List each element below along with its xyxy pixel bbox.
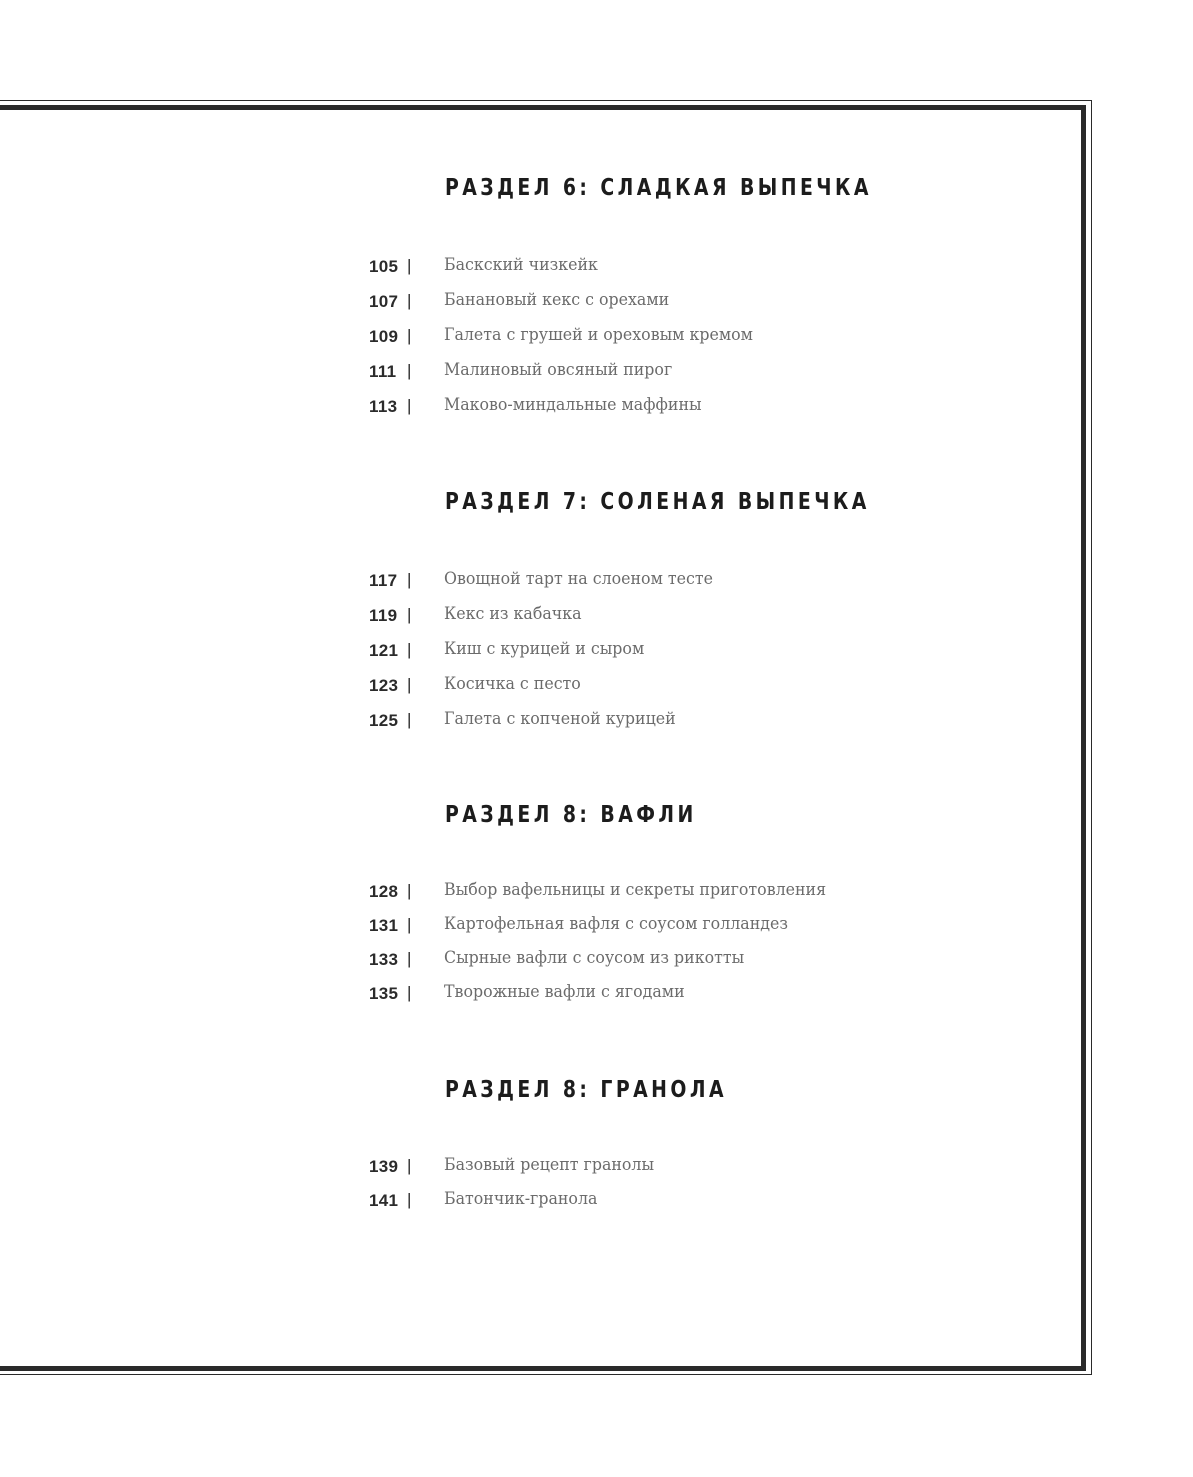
toc-entry[interactable] <box>0 360 1000 386</box>
separator: | <box>407 1190 412 1209</box>
separator: | <box>407 949 412 968</box>
toc-entry[interactable] <box>0 982 1000 1008</box>
section-title: РАЗДЕЛ 6: СЛАДКАЯ ВЫПЕЧКА <box>445 175 872 201</box>
toc-entry[interactable] <box>0 914 1000 940</box>
page-number: 133 <box>369 950 399 969</box>
separator: | <box>407 291 412 310</box>
recipe-title: Малиновый овсяный пирог <box>444 360 673 380</box>
toc-entry[interactable] <box>0 604 1000 630</box>
toc-entry[interactable] <box>0 325 1000 351</box>
recipe-title: Творожные вафли с ягодами <box>444 982 685 1002</box>
toc-entry[interactable] <box>0 639 1000 665</box>
separator: | <box>407 675 412 694</box>
page-number: 119 <box>369 606 398 625</box>
toc-entry[interactable] <box>0 395 1000 421</box>
toc-entry[interactable] <box>0 569 1000 595</box>
separator: | <box>407 256 412 275</box>
section-title: РАЗДЕЛ 8: ГРАНОЛА <box>445 1077 728 1103</box>
recipe-title: Картофельная вафля с соусом голландез <box>444 914 788 934</box>
recipe-title: Маково-миндальные маффины <box>444 395 702 415</box>
recipe-title: Батончик-гранола <box>444 1189 598 1209</box>
toc-entry[interactable] <box>0 1189 1000 1215</box>
page-number: 131 <box>369 916 399 935</box>
recipe-title: Галета с грушей и ореховым кремом <box>444 325 753 345</box>
recipe-title: Киш с курицей и сыром <box>444 639 645 659</box>
toc-entry[interactable] <box>0 255 1000 281</box>
toc-entry[interactable] <box>0 880 1000 906</box>
page-number: 135 <box>369 984 399 1003</box>
page-number: 117 <box>369 571 398 590</box>
page-number: 141 <box>369 1191 399 1210</box>
recipe-title: Кекс из кабачка <box>444 604 582 624</box>
page-number: 128 <box>369 882 399 901</box>
page-number: 121 <box>369 641 399 660</box>
toc-entry[interactable] <box>0 290 1000 316</box>
separator: | <box>407 361 412 380</box>
recipe-title: Банановый кекс с орехами <box>444 290 670 310</box>
recipe-title: Галета с копченой курицей <box>444 709 676 729</box>
recipe-title: Выбор вафельницы и секреты приготовления <box>444 880 827 900</box>
separator: | <box>407 605 412 624</box>
toc-entry[interactable] <box>0 674 1000 700</box>
page-number: 123 <box>369 676 399 695</box>
separator: | <box>407 396 412 415</box>
separator: | <box>407 570 412 589</box>
separator: | <box>407 881 412 900</box>
page-number: 105 <box>369 257 399 276</box>
page-number: 107 <box>369 292 399 311</box>
separator: | <box>407 710 412 729</box>
separator: | <box>407 640 412 659</box>
page-number: 111 <box>369 362 397 381</box>
separator: | <box>407 915 412 934</box>
page-number: 109 <box>369 327 399 346</box>
page-number: 125 <box>369 711 399 730</box>
recipe-title: Баскский чизкейк <box>444 255 598 275</box>
section-title: РАЗДЕЛ 7: СОЛЕНАЯ ВЫПЕЧКА <box>445 489 870 515</box>
recipe-title: Сырные вафли с соусом из рикотты <box>444 948 745 968</box>
toc-entry[interactable] <box>0 709 1000 735</box>
separator: | <box>407 983 412 1002</box>
recipe-title: Овощной тарт на слоеном тесте <box>444 569 713 589</box>
recipe-title: Косичка с песто <box>444 674 581 694</box>
toc-entry[interactable] <box>0 948 1000 974</box>
page-number: 139 <box>369 1157 399 1176</box>
separator: | <box>407 1156 412 1175</box>
section-title: РАЗДЕЛ 8: ВАФЛИ <box>445 802 697 828</box>
page-number: 113 <box>369 397 398 416</box>
toc-entry[interactable] <box>0 1155 1000 1181</box>
separator: | <box>407 326 412 345</box>
recipe-title: Базовый рецепт гранолы <box>444 1155 655 1175</box>
